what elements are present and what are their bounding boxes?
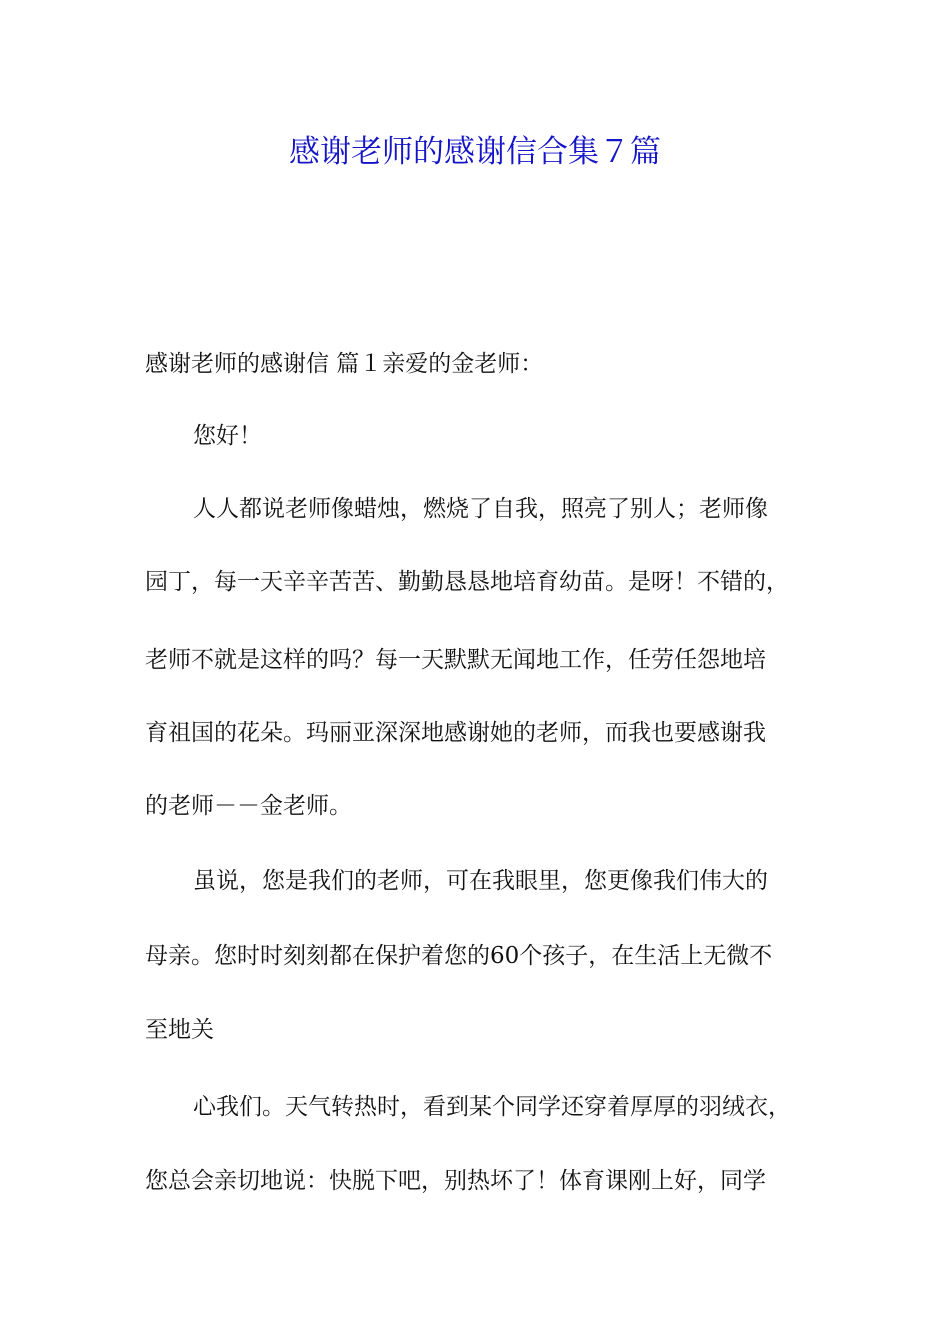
body-line: 老师不就是这样的吗？每一天默默无闻地工作，任劳任怨地培: [145, 647, 766, 673]
body-line: 您总会亲切地说：快脱下吧，别热坏了！体育课刚上好，同学: [145, 1168, 766, 1194]
body-line: 园丁，每一天辛辛苦苦、勤勤恳恳地培育幼苗。是呀！不错的，: [145, 569, 789, 595]
body-line: 心我们。天气转热时，看到某个同学还穿着厚厚的羽绒衣，: [193, 1094, 791, 1120]
document-title: 感谢老师的感谢信合集７篇: [289, 134, 661, 170]
body-line: 虽说，您是我们的老师，可在我眼里，您更像我们伟大的: [193, 868, 768, 894]
body-line: 人人都说老师像蜡烛，燃烧了自我，照亮了别人；老师像: [193, 496, 768, 522]
section-heading-line: 感谢老师的感谢信 篇１亲爱的金老师：: [145, 351, 544, 377]
body-line: 母亲。您时时刻刻都在保护着您的60个孩子，在生活上无微不: [145, 943, 773, 969]
body-line: 的老师－－金老师。: [145, 793, 352, 819]
greeting-line: 您好！: [193, 423, 262, 449]
body-line: 育祖国的花朵。玛丽亚深深地感谢她的老师，而我也要感谢我: [145, 720, 766, 746]
body-line: 至地关: [145, 1017, 214, 1043]
